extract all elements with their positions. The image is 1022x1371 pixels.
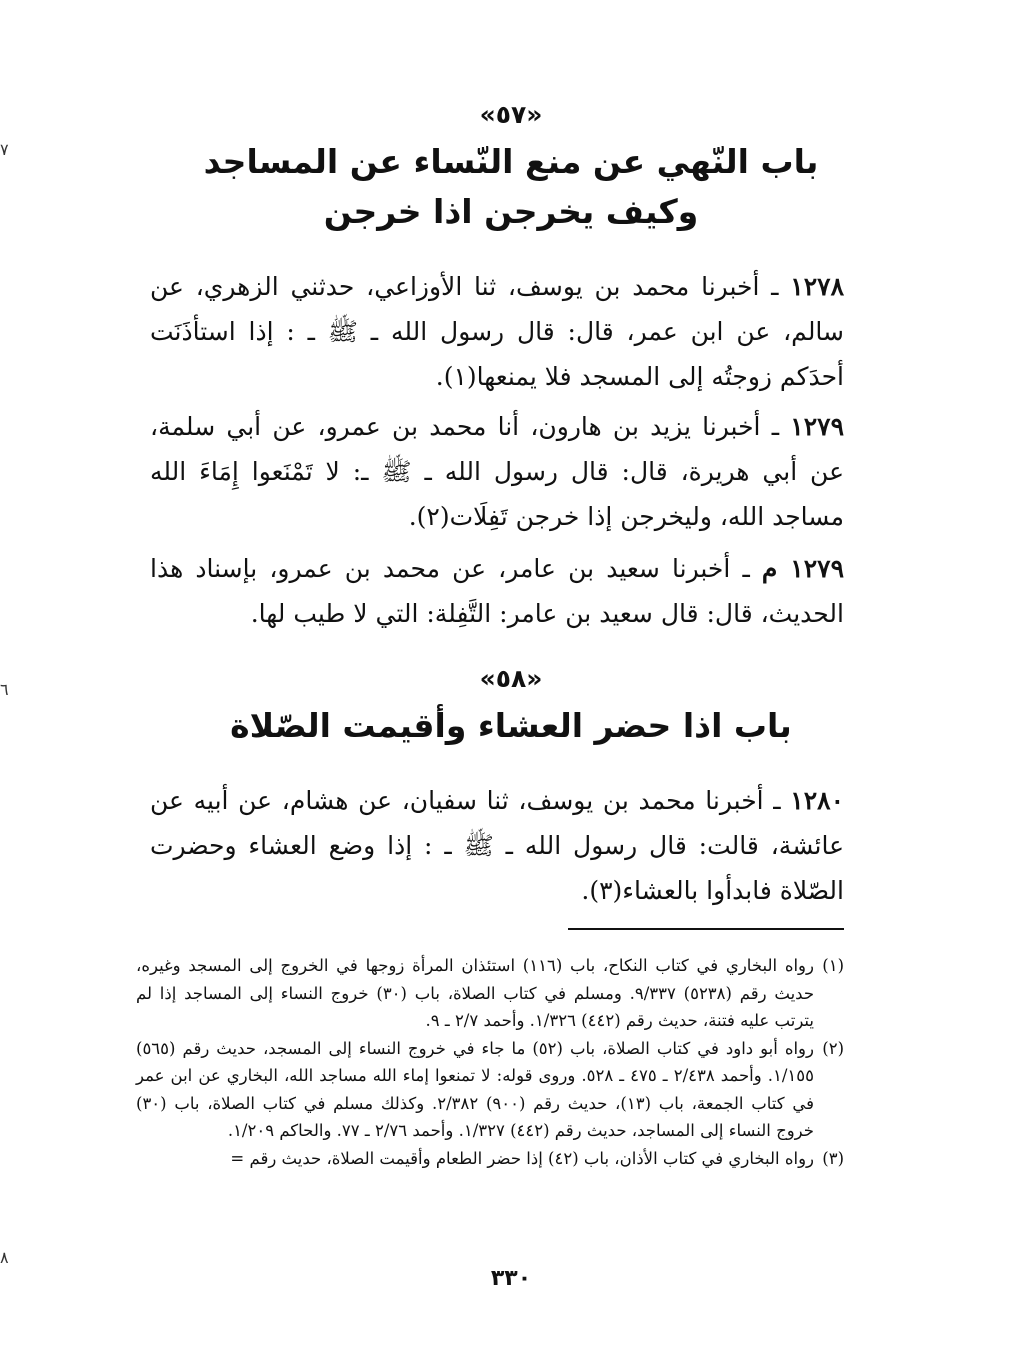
chapter-title-line: باب اذا حضر العشاء وأقيمت الصّلاة: [230, 706, 792, 745]
hadith-number: ١٢٧٨: [790, 272, 845, 301]
footnote-marker: (٣): [822, 1148, 844, 1168]
hadith-number: ١٢٧٩: [790, 412, 844, 441]
hadith-text: ـ أخبرنا سعيد بن عامر، عن محمد بن عمرو، بإسناد هذا الحديث، قال: قال سعيد بن عامر: التَّفِلة: التي لا طيب لها.: [150, 554, 844, 628]
footnote-text: رواه البخاري في كتاب الأذان، باب (٤٢) إذا حضر الطعام وأقيمت الصلاة، حديث رقم =: [230, 1148, 814, 1168]
section-number: «٥٧»: [479, 100, 543, 129]
hadith-text: ـ أخبرنا محمد بن يوسف، ثنا الأوزاعي، حدثني الزهري، عن سالم، عن ابن عمر، قال: قال رسول الله ـ ﷺ ـ : إذا استأذَنَت أحدَكم زوجتُه إلى المسجد فلا يمنعها(١).: [150, 272, 844, 391]
footnote: [136, 1145, 844, 1173]
hadith-paragraph: [150, 264, 844, 399]
hadith-text: ـ أخبرنا محمد بن يوسف، ثنا سفيان، عن هشام، عن أبيه عن عائشة، قالت: قال رسول الله ـ ﷺ ـ : إذا وضع العشاء وحضرت الصّلاة فابدأوا بالعشاء(٣).: [150, 786, 844, 905]
margin-mark: ٦: [0, 680, 9, 699]
section-number: «٥٨»: [479, 664, 543, 693]
hadith-number: ١٢٨٠: [790, 786, 845, 815]
chapter-title-line: وكيف يخرجن اذا خرجن: [323, 192, 699, 231]
footnote-marker: (٢): [822, 1038, 844, 1058]
hadith-text: ـ أخبرنا يزيد بن هارون، أنا محمد بن عمرو، عن أبي سلمة، عن أبي هريرة، قال: قال رسول الله ـ ﷺ ـ: لا تَمْنَعوا إِمَاءَ الله مساجد الله، وليخرجن إذا خرجن تَفِلَات(٢).: [150, 412, 844, 531]
hadith-paragraph: [150, 778, 844, 913]
footnote: [136, 1035, 844, 1145]
footnote-marker: (١): [822, 956, 844, 975]
chapter-title-line: باب النّهي عن منع النّساء عن المساجد: [203, 142, 819, 181]
footnotes: [136, 952, 844, 1172]
footnote-text: رواه أبو داود في كتاب الصلاة، باب (٥٢) ما جاء في خروج النساء إلى المسجد، حديث رقم (٥٦٥) ١/١٥٥. وأحمد ٢/٤٣٨ ـ ٤٧٥ ـ ٥٢٨. وروى قوله: لا تمنعوا إماء الله مساجد الله، البخاري عن ابن عمر في كتاب الجمعة، باب (١٣)، حديث رقم (٩٠٠) ٢/٣٨٢. وكذلك مسلم في كتاب الصلاة، باب (٣٠) خروج النساء إلى المساجد، حديث رقم (٤٤٢) ١/٣٢٧. وأحمد ٢/٧٦ ـ ٧٧. والحاكم ١/٢٠٩.: [136, 1038, 815, 1140]
page-number: ٣٣٠: [490, 1266, 532, 1291]
margin-mark: ٧: [0, 140, 9, 159]
hadith-number: ١٢٧٩ م: [761, 554, 845, 583]
hadith-paragraph: [150, 546, 844, 636]
footnote: [136, 952, 844, 1035]
footnote-text: رواه البخاري في كتاب النكاح، باب (١١٦) استئذان المرأة زوجها في الخروج إلى المسجد وغيره، حديث رقم (٥٢٣٨) ٩/٣٣٧. ومسلم في كتاب الصلاة، باب (٣٠) خروج النساء إلى المساجد إذا لم يترتب عليه فتنة، حديث رقم (٤٤٢) ١/٣٢٦. وأحمد ٢/٧ ـ ٩.: [136, 956, 815, 1030]
margin-mark: ٨: [0, 1248, 9, 1267]
footnote-separator: [568, 928, 844, 930]
hadith-paragraph: [150, 404, 844, 539]
